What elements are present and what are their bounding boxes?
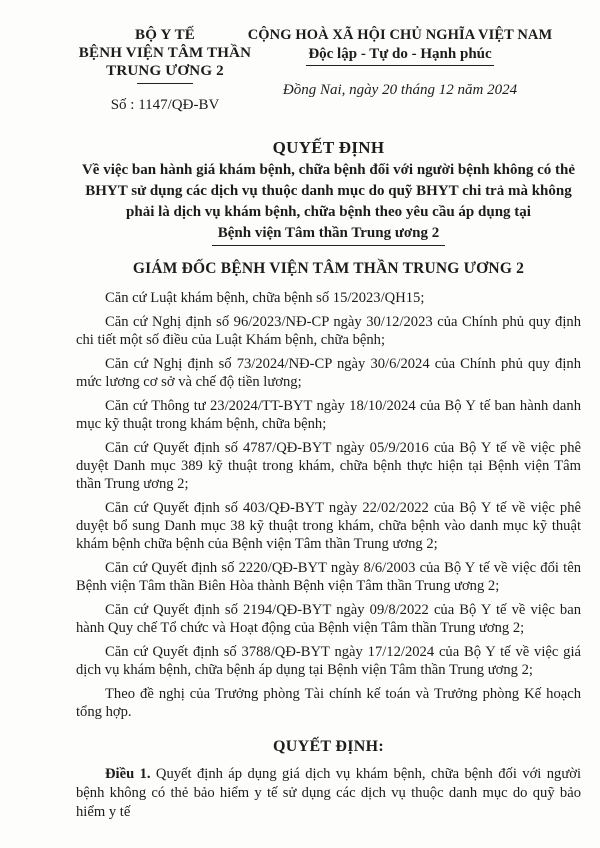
document-header <box>0 22 600 122</box>
decision-heading: QUYẾT ĐỊNH <box>272 138 385 157</box>
document-number: Số : 1147/QĐ-BV <box>110 97 220 113</box>
article-1-label: Điều 1. <box>105 766 151 782</box>
decision-subject-org-wrap <box>76 224 581 246</box>
recital-decision-4787: Căn cứ Quyết định số 4787/QĐ-BYT ngày 05/9/2016 của Bộ Y tế về việc phê duyệt Danh mục 389 kỹ thuật trong khám, chữa bệnh thực hiện tại Bệnh viện Tâm thần Trung ương 2; <box>76 440 581 492</box>
decision-subject-org: Bệnh viện Tâm thần Trung ương 2 <box>212 225 446 246</box>
national-header-block <box>246 26 554 99</box>
agency-underline-rule <box>137 83 193 84</box>
recital-decree-73-2024: Căn cứ Nghị định số 73/2024/NĐ-CP ngày 30/6/2024 của Chính phủ quy định mức lương cơ sở và chế độ tiền lương; <box>76 356 581 390</box>
place-dateline: Đồng Nai, ngày 20 tháng 12 năm 2024 <box>282 82 518 98</box>
recital-decision-2194: Căn cứ Quyết định số 2194/QĐ-BYT ngày 09/8/2022 của Bộ Y tế về việc ban hành Quy chế Tổ chức và Hoạt động của Bệnh viện Tâm thần Trung ương 2; <box>76 602 581 636</box>
recital-decree-96-2023: Căn cứ Nghị định số 96/2023/NĐ-CP ngày 30/12/2023 của Chính phủ quy định chi tiết một số điều của Luật Khám bệnh, chữa bệnh; <box>76 314 581 348</box>
decision-title-block <box>76 138 581 246</box>
recital-circular-23-2024: Căn cứ Thông tư 23/2024/TT-BYT ngày 18/10/2024 của Bộ Y tế ban hành danh mục kỹ thuật trong khám bệnh, chữa bệnh; <box>76 398 581 432</box>
resolve-heading: QUYẾT ĐỊNH: <box>272 738 385 755</box>
agency-hospital-line1: BỆNH VIỆN TÂM THẦN <box>78 45 252 61</box>
decision-subject: Về việc ban hành giá khám bệnh, chữa bệnh đối với người bệnh không có thẻ BHYT sử dụng các dịch vụ thuộc danh mục do quỹ BHYT chi trả mà không phải là dịch vụ khám bệnh, chữa bệnh theo yêu cầu áp dụng tại <box>81 162 576 220</box>
recitals-section <box>76 289 581 721</box>
national-motto: Độc lập - Tự do - Hạnh phúc <box>306 46 493 66</box>
recital-law: Căn cứ Luật khám bệnh, chữa bệnh số 15/2023/QH15; <box>105 290 425 306</box>
recital-decision-3788: Căn cứ Quyết định số 3788/QĐ-BYT ngày 17/12/2024 của Bộ Y tế về việc giá dịch vụ khám bệnh, chữa bệnh áp dụng tại Bệnh viện Tâm thần Trung ương 2; <box>76 644 581 678</box>
article-1 <box>76 765 581 822</box>
agency-ministry: BỘ Y TẾ <box>134 27 196 43</box>
issuing-agency-block <box>56 26 274 114</box>
recital-proposal: Theo đề nghị của Trưởng phòng Tài chính kế toán và Trưởng phòng Kế hoạch tổng hợp. <box>76 686 581 720</box>
agency-hospital-line2: TRUNG ƯƠNG 2 <box>106 63 224 79</box>
issuer-heading: GIÁM ĐỐC BỆNH VIỆN TÂM THẦN TRUNG ƯƠNG 2 <box>132 260 525 277</box>
recital-decision-403: Căn cứ Quyết định số 403/QĐ-BYT ngày 22/02/2022 của Bộ Y tế về việc phê duyệt bổ sung Danh mục 38 kỹ thuật trong khám, chữa bệnh vào danh mục kỹ thuật khám bệnh chữa bệnh của Bệnh viện Tâm thần Trung ương 2; <box>76 500 581 552</box>
recital-decision-2220: Căn cứ Quyết định số 2220/QĐ-BYT ngày 8/6/2003 của Bộ Y tế về việc đổi tên Bệnh viện Tâm thần Biên Hòa thành Bệnh viện Tâm thần Trung ương 2; <box>76 560 581 594</box>
article-1-text: Quyết định áp dụng giá dịch vụ khám bệnh, chữa bệnh đối với người bệnh không có thẻ bảo hiểm y tế sử dụng các dịch vụ thuộc danh mục do quỹ bảo hiểm y tế <box>76 766 582 820</box>
national-title: CỘNG HOÀ XÃ HỘI CHỦ NGHĨA VIỆT NAM <box>247 27 553 43</box>
